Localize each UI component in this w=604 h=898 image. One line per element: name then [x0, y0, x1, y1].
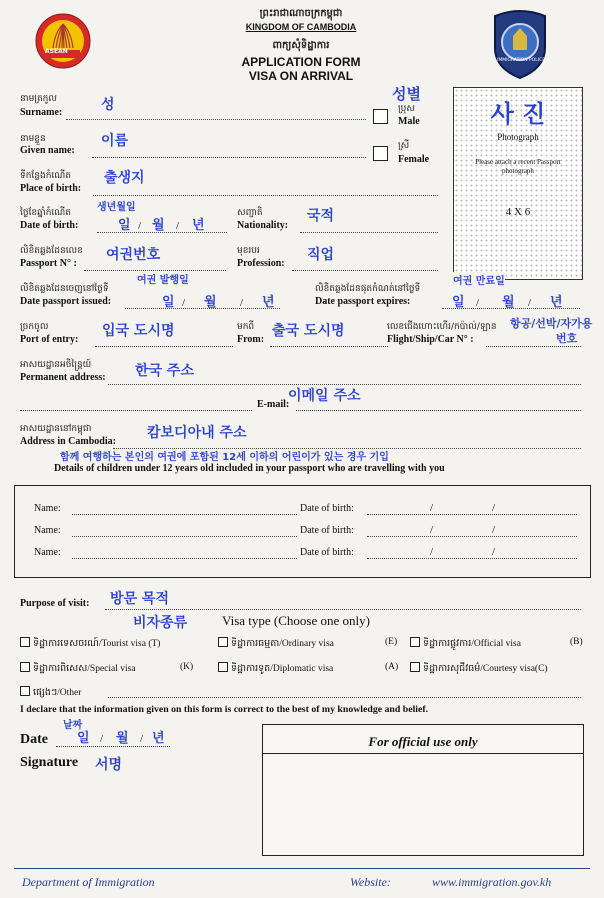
profession-input[interactable]	[292, 270, 438, 271]
expires-month-ko: 월	[502, 295, 515, 310]
children-note: Details of children under 12 years old included in your passport who are travelling with you	[54, 463, 445, 474]
issued-date-input[interactable]	[125, 308, 280, 309]
photo-en: Photograph	[497, 132, 539, 142]
male-label: Male	[398, 116, 420, 127]
from-ko: 출국 도시명	[272, 323, 345, 339]
pob-label: Place of birth:	[20, 183, 82, 194]
issued-month-ko: 월	[204, 295, 217, 310]
purpose-label: Purpose of visit:	[20, 598, 90, 609]
kingdom-kh: ព្រះរាជាណាចក្រកម្ពុជា	[259, 8, 343, 19]
date-label: Date	[20, 732, 48, 747]
perm-kh: អាសយដ្ឋានអចិន្ត្រៃយ៍	[20, 360, 92, 370]
date-ko: 날짜	[63, 720, 83, 731]
expires-kh: លិខិតឆ្លងដែនផុតកំណត់នៅថ្ងៃទី	[315, 284, 421, 294]
form-kh: ពាក្យសុំទិដ្ឋាការ	[272, 40, 330, 51]
child-2-name-input[interactable]	[72, 536, 297, 537]
surname-ko: 성	[101, 97, 115, 113]
port-of-entry-input[interactable]	[95, 346, 233, 347]
visa-ordinary[interactable]: ទិដ្ឋាការធម្មតា/Ordinary visa	[218, 637, 334, 651]
expires-ko: 여권 만료일	[453, 272, 505, 287]
courtesy-checkbox[interactable]	[410, 662, 420, 672]
special-checkbox[interactable]	[20, 662, 30, 672]
child-3-name-input[interactable]	[72, 558, 297, 559]
asean-logo-icon	[34, 12, 92, 70]
from-label: From:	[237, 334, 265, 345]
perm-label: Permanent address:	[20, 372, 106, 383]
expires-year-ko: 년	[550, 295, 563, 310]
visa-other[interactable]: ផ្សេងៗ/Other	[20, 686, 81, 700]
child-1-name-input[interactable]	[72, 514, 297, 515]
expires-label: Date passport expires:	[315, 296, 411, 307]
visa-ko: 비자종류	[133, 615, 188, 631]
camb-label: Address in Cambodia:	[20, 436, 116, 447]
gender-ko: 성별	[392, 85, 421, 103]
kingdom-en: KINGDOM OF CAMBODIA	[245, 22, 357, 32]
surname-kh: នាមត្រកូល	[20, 94, 57, 104]
dob-label: Date of birth:	[20, 220, 79, 231]
email-label: E-mail:	[257, 399, 290, 410]
child-3-name-label: Name:	[34, 547, 61, 558]
perm-ko: 한국 주소	[135, 363, 194, 379]
prof-kh: មុខរបរ	[237, 246, 260, 256]
given-ko: 이름	[101, 133, 129, 149]
expires-day-ko: 일	[452, 295, 465, 310]
child-3-dob-label: Date of birth:	[300, 547, 354, 558]
port-kh: ច្រកចូល	[20, 322, 49, 332]
visa-ordinary-code: (E)	[385, 637, 398, 647]
child-2-dob-label: Date of birth:	[300, 525, 354, 536]
child-2-dob-input[interactable]	[367, 536, 577, 537]
visa-official[interactable]: ទិដ្ឋាការផ្លូវការ/Official visa	[410, 637, 521, 651]
police-text: IMMIGRATION POLICE	[497, 58, 546, 63]
photo-size: 4 X 6	[505, 206, 531, 218]
permanent-address-line2[interactable]	[20, 410, 252, 411]
signature-label: Signature	[20, 755, 79, 770]
email-input[interactable]	[296, 410, 581, 411]
camb-ko: 캄보디아내 주소	[147, 425, 247, 441]
from-kh: មកពី	[237, 322, 255, 332]
date-day-ko: 일	[77, 731, 90, 746]
child-3-dob-input[interactable]	[367, 558, 577, 559]
children-note-ko: 함께 여행하는 본인의 여권에 포함된 12세 이하의 어린이가 있는 경우 기입	[60, 452, 389, 463]
visa-application-form: ASEAN IMMIGRATION POLICE ព្រះរាជាណាចក្រកម្ពុជា KINGDOM OF CAMBODIA ពាក្យសុំទិដ្ឋាការ APPLICATION FORM VISA ON ARRIVAL 사 진 Photograph Please attach a recent Passport photograph 4 X 6 នាមត្រកូល Surname: 성 성별 ប្រុស Male ស្រី Female នាមខ្លួន Given name: 이름 ទីកន្លែងកំណើត Place of birth: 출생지 ថ្ងៃខែឆ្នាំកំណើត Date of birth: 생년월일 일 / 월 / 년 សញ្ជាតិ Nationality: 국적 លិខិតឆ្លងដែនលេខ Passport N° : 여권번호 មុខរបរ Profession: 직업 여권 발행일 លិខិតឆ្លងដែនចេញនៅថ្ងៃទី Date passport issued: 일 / 월 / 년 여권 만료일 លិខិតឆ្លងដែនផុតកំណត់នៅថ្ងៃទី Date passport expires: 일 / 월 / 년 ច្រកចូល Port of entry: 입국 도시명 មកពី From: 출국 도시명 លេខជើងហោះហើរ/កប៉ាល់/ឡាន Flight/Ship/Car N° : 항공/선박/자가용 번호 អាសយដ្ឋានអចិន្ត្រៃយ៍ Permanent address: 한국 주소 E-mail: 이메일 주소 អាសយដ្ឋាននៅកម្ពុជា Address in Cambodia: 캄보디아내 주소 함께 여행하는 본인의 여권에 포함된 12세 이하의 어린이가 있는 경우 기입 Details of children under 12 years old included in your passport who are travelling with you Name: Date of birth: / / Name: Date of birth: / / Name: Date of birth: / / Purpose of visit: 방문 목적 비자종류 Visa type (Choose one only) ទិដ្ឋាការទេសចរណ៍/Tourist visa (T) ទិដ្ឋាការធម្មតា/Ordinary visa (E) ទិដ្ឋាការផ្លូវការ/Official visa (B) ទិដ្ឋាការពិសេស/Special visa (K) ទិដ្ឋាការទូត/Diplomatic visa (A) ទិដ្ឋាការសុជីវធម៌/Courtesy visa(C) ផ្សេងៗ/Other I declare that the information given on this form is correct to the best of my knowledge and belief. 날짜 Date 일 / 월 / 년 Signature 서명 For official use only Department of Immigration Website: www.immigration.gov.kh	[0, 0, 604, 898]
tourist-checkbox[interactable]	[20, 637, 30, 647]
flight-ko-1: 항공/선박/자가용	[510, 317, 593, 330]
port-label: Port of entry:	[20, 334, 79, 345]
dob-year-ko: 년	[192, 218, 205, 233]
visa-special[interactable]: ទិដ្ឋាការពិសេស/Special visa	[20, 662, 136, 676]
flight-ko-2: 번호	[556, 332, 578, 345]
port-ko: 입국 도시명	[102, 323, 175, 339]
male-checkbox[interactable]	[373, 109, 388, 124]
footer-website-label: Website:	[350, 875, 391, 889]
female-label: Female	[398, 154, 430, 165]
flight-kh: លេខជើងហោះហើរ/កប៉ាល់/ឡាន	[387, 322, 497, 332]
diplomatic-checkbox[interactable]	[218, 662, 228, 672]
dob-kh: ថ្ងៃខែឆ្នាំកំណើត	[20, 208, 71, 218]
visa-official-code: (B)	[570, 637, 583, 647]
visa-courtesy[interactable]: ទិដ្ឋាការសុជីវធម៌/Courtesy visa(C)	[410, 662, 548, 676]
visa-special-code: (K)	[180, 662, 194, 672]
dob-ko: 생년월일	[97, 202, 136, 213]
date-month-ko: 월	[116, 731, 129, 746]
police-badge-icon	[487, 8, 553, 80]
surname-label: Surname:	[20, 107, 63, 118]
passport-ko: 여권번호	[106, 247, 161, 263]
issued-kh: លិខិតឆ្លងដែនចេញនៅថ្ងៃទី	[20, 284, 109, 294]
date-input[interactable]	[56, 746, 170, 747]
dob-month-ko: 월	[152, 218, 165, 233]
footer-website-link[interactable]: www.immigration.gov.kh	[432, 875, 552, 889]
official-use-label: For official use only	[368, 734, 478, 749]
pob-ko: 출생지	[104, 170, 145, 186]
photo-ko: 사 진	[490, 100, 546, 128]
signature-ko: 서명	[95, 757, 123, 773]
ordinary-checkbox[interactable]	[218, 637, 228, 647]
other-checkbox[interactable]	[20, 686, 30, 696]
passport-kh: លិខិតឆ្លងដែនលេខ	[20, 246, 83, 256]
nat-ko: 국적	[307, 208, 335, 224]
female-kh: ស្រី	[398, 141, 410, 151]
camb-kh: អាសយដ្ឋាននៅកម្ពុជា	[20, 424, 92, 434]
footer-dept: Department of Immigration	[22, 875, 155, 889]
visa-type-title: Visa type (Choose one only)	[222, 613, 370, 628]
visa-tourist[interactable]: ទិដ្ឋាការទេសចរណ៍/Tourist visa (T)	[20, 637, 160, 651]
issued-year-ko: 년	[262, 295, 275, 310]
email-ko: 이메일 주소	[288, 388, 361, 404]
nat-label: Nationality:	[237, 220, 289, 231]
issued-label: Date passport issued:	[20, 296, 112, 307]
nat-kh: សញ្ជាតិ	[237, 208, 263, 218]
place-of-birth-input[interactable]	[93, 195, 438, 196]
nationality-input[interactable]	[300, 232, 438, 233]
purpose-input[interactable]	[105, 609, 581, 610]
prof-ko: 직업	[307, 247, 335, 263]
given-kh: នាមខ្លួន	[20, 134, 46, 144]
passport-label: Passport N° :	[20, 258, 77, 269]
prof-label: Profession:	[237, 258, 285, 269]
issued-ko: 여권 발행일	[137, 275, 189, 286]
given-label: Given name:	[20, 145, 75, 156]
form-title-1: APPLICATION FORM	[241, 55, 361, 69]
date-year-ko: 년	[152, 731, 165, 746]
child-1-name-label: Name:	[34, 503, 61, 514]
child-2-name-label: Name:	[34, 525, 61, 536]
visa-diplomatic-code: (A)	[385, 662, 399, 672]
visa-diplomatic[interactable]: ទិដ្ឋាការទូត/Diplomatic visa	[218, 662, 333, 676]
female-checkbox[interactable]	[373, 146, 388, 161]
dob-day-ko: 일	[118, 218, 131, 233]
male-kh: ប្រុស	[398, 104, 415, 114]
form-title-2: VISA ON ARRIVAL	[248, 69, 354, 83]
asean-text: ASEAN	[45, 48, 68, 55]
photo-note: Please attach a recent Passport photograph	[475, 158, 561, 175]
flight-label: Flight/Ship/Car N° :	[387, 334, 474, 345]
declaration: I declare that the information given on this form is correct to the best of my knowledge and belief.	[20, 704, 429, 715]
issued-day-ko: 일	[162, 295, 175, 310]
other-visa-input[interactable]	[108, 697, 581, 698]
flight-input[interactable]	[486, 346, 581, 347]
surname-input[interactable]	[66, 119, 366, 120]
given-name-input[interactable]	[92, 157, 366, 158]
child-1-dob-input[interactable]	[367, 514, 577, 515]
purpose-ko: 방문 목적	[110, 591, 169, 607]
from-input[interactable]	[270, 346, 388, 347]
official-checkbox[interactable]	[410, 637, 420, 647]
child-1-dob-label: Date of birth:	[300, 503, 354, 514]
pob-kh: ទីកន្លែងកំណើត	[20, 171, 71, 181]
